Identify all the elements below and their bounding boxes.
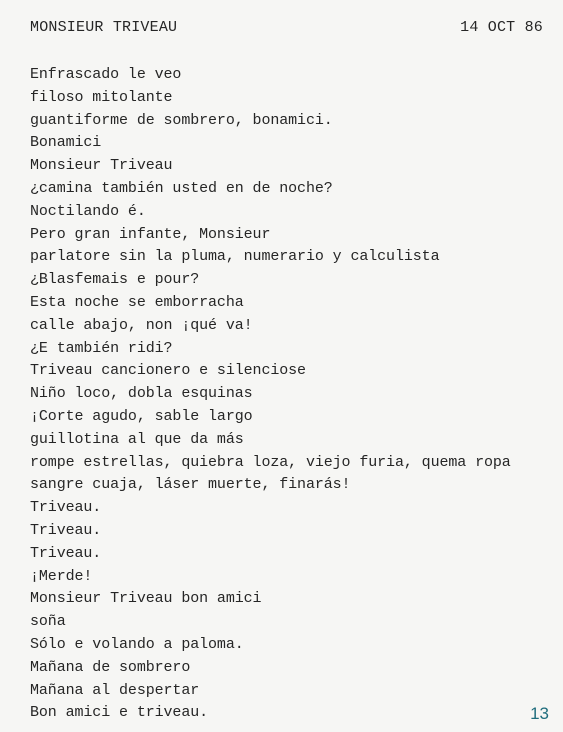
- poem-line: Triveau.: [30, 521, 102, 539]
- poem-line: calle abajo, non ¡qué va!: [30, 316, 253, 334]
- poem-line: ¿E también ridi?: [30, 339, 173, 357]
- poem-line: sangre cuaja, láser muerte, finarás!: [30, 476, 351, 494]
- poem-line: Bonamici: [30, 134, 102, 152]
- poem-line: parlatore sin la pluma, numerario y calculista: [30, 248, 440, 266]
- poem-line: filoso mitolante: [30, 88, 173, 106]
- poem-line: Esta noche se emborracha: [30, 293, 244, 311]
- poem-line: ¡Corte agudo, sable largo: [30, 407, 253, 425]
- poem-line: Pero gran infante, Monsieur: [30, 225, 271, 243]
- poem-body: [30, 64, 511, 725]
- page-title: MONSIEUR TRIVEAU: [30, 19, 178, 36]
- poem-line: Triveau.: [30, 544, 102, 562]
- poem-line: soña: [30, 613, 66, 631]
- poem-line: ¡Merde!: [30, 567, 93, 585]
- poem-line: Noctilando é.: [30, 202, 146, 220]
- poem-line: Triveau.: [30, 499, 102, 517]
- poem-line: Mañana al despertar: [30, 681, 200, 699]
- poem-line: Triveau cancionero e silenciose: [30, 362, 306, 380]
- poem-line: Bon amici e triveau.: [30, 704, 209, 722]
- poem-line: ¿Blasfemais e pour?: [30, 271, 200, 289]
- page-number: 13: [530, 704, 549, 723]
- poem-line: Monsieur Triveau: [30, 157, 173, 175]
- poem-line: Niño loco, dobla esquinas: [30, 385, 253, 403]
- date-label: 14 OCT 86: [460, 19, 543, 36]
- poem-line: Monsieur Triveau bon amici: [30, 590, 262, 608]
- poem-line: Enfrascado le veo: [30, 66, 182, 83]
- poem-line: Sólo e volando a paloma.: [30, 635, 244, 653]
- poem-line: guillotina al que da más: [30, 430, 244, 448]
- poem-line: Mañana de sombrero: [30, 658, 191, 676]
- poem-line: guantiforme de sombrero, bonamici.: [30, 111, 333, 129]
- poem-line: rompe estrellas, quiebra loza, viejo furia, quema ropa: [30, 453, 511, 471]
- poem-line: ¿camina también usted en de noche?: [30, 179, 333, 197]
